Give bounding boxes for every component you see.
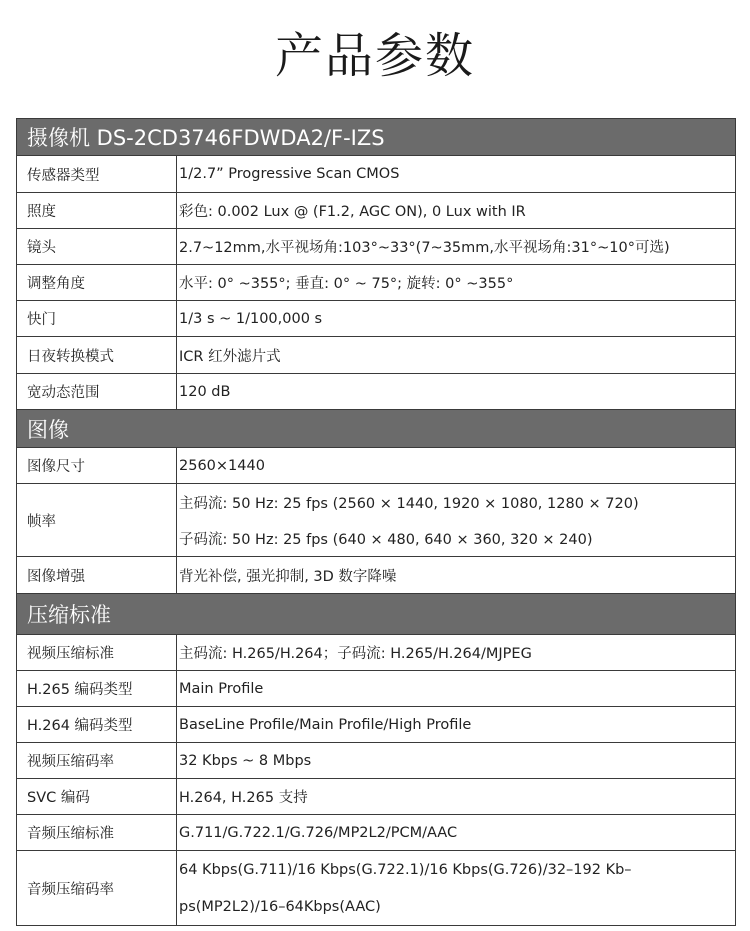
row-label: H.264 编码类型 <box>17 707 177 743</box>
row-value: 彩色: 0.002 Lux @ (F1.2, AGC ON), 0 Lux with IR <box>177 193 736 229</box>
table-row <box>17 779 736 815</box>
row-value: 水平: 0° ~355°; 垂直: 0° ~ 75°; 旋转: 0° ~355° <box>177 265 736 301</box>
value-line: 子码流: 50 Hz: 25 fps (640 × 480, 640 × 360, 320 × 240) <box>179 531 593 548</box>
table-row <box>17 448 736 484</box>
row-label: 传感器类型 <box>17 156 177 193</box>
row-label: 图像尺寸 <box>17 448 177 484</box>
row-value <box>177 851 736 926</box>
table-row <box>17 557 736 594</box>
row-value <box>177 484 736 557</box>
row-label: 视频压缩码率 <box>17 743 177 779</box>
section-title-compression: 压缩标准 <box>17 594 736 635</box>
row-label: 音频压缩码率 <box>17 851 177 926</box>
row-value: 32 Kbps ~ 8 Mbps <box>177 743 736 779</box>
row-label: 镜头 <box>17 229 177 265</box>
row-value: 背光补偿, 强光抑制, 3D 数字降噪 <box>177 557 736 594</box>
value-line: 主码流: 50 Hz: 25 fps (2560 × 1440, 1920 × 1080, 1280 × 720) <box>179 495 639 512</box>
row-value: 1/3 s ~ 1/100,000 s <box>177 301 736 337</box>
table-row <box>17 229 736 265</box>
row-value: G.711/G.722.1/G.726/MP2L2/PCM/AAC <box>177 815 736 851</box>
row-value: 主码流: H.265/H.264；子码流: H.265/H.264/MJPEG <box>177 635 736 671</box>
row-value: H.264, H.265 支持 <box>177 779 736 815</box>
row-value: 1/2.7” Progressive Scan CMOS <box>177 156 736 193</box>
table-row <box>17 301 736 337</box>
row-label: 快门 <box>17 301 177 337</box>
page-title: 产品参数 <box>274 28 475 84</box>
table-row <box>17 265 736 301</box>
section-header <box>17 119 736 156</box>
row-label: H.265 编码类型 <box>17 671 177 707</box>
value-line: 64 Kbps(G.711)/16 Kbps(G.722.1)/16 Kbps(G.726)/32–192 Kb– <box>179 861 632 878</box>
table-row <box>17 337 736 374</box>
section-header <box>17 410 736 448</box>
row-label: 图像增强 <box>17 557 177 594</box>
table-row <box>17 851 736 926</box>
value-line: ps(MP2L2)/16–64Kbps(AAC) <box>179 898 381 915</box>
row-value: ICR 红外滤片式 <box>177 337 736 374</box>
row-label: 帧率 <box>17 484 177 557</box>
row-value: Main Profile <box>177 671 736 707</box>
table-row <box>17 484 736 557</box>
section-title-camera: 摄像机 DS-2CD3746FDWDA2/F-IZS <box>17 119 736 156</box>
row-label: 照度 <box>17 193 177 229</box>
row-label: 音频压缩标准 <box>17 815 177 851</box>
table-row <box>17 815 736 851</box>
section-title-image: 图像 <box>17 410 736 448</box>
table-row <box>17 635 736 671</box>
row-label: 宽动态范围 <box>17 374 177 410</box>
table-row <box>17 374 736 410</box>
row-value: 2.7~12mm,水平视场角:103°~33°(7~35mm,水平视场角:31°~10°可选) <box>177 229 736 265</box>
spec-table <box>16 118 736 926</box>
row-value: BaseLine Profile/Main Profile/High Profile <box>177 707 736 743</box>
row-value: 2560×1440 <box>177 448 736 484</box>
row-label: SVC 编码 <box>17 779 177 815</box>
row-value: 120 dB <box>177 374 736 410</box>
table-row <box>17 193 736 229</box>
table-row <box>17 707 736 743</box>
section-header <box>17 594 736 635</box>
table-row <box>17 156 736 193</box>
table-row <box>17 671 736 707</box>
table-row <box>17 743 736 779</box>
row-label: 调整角度 <box>17 265 177 301</box>
row-label: 日夜转换模式 <box>17 337 177 374</box>
row-label: 视频压缩标准 <box>17 635 177 671</box>
